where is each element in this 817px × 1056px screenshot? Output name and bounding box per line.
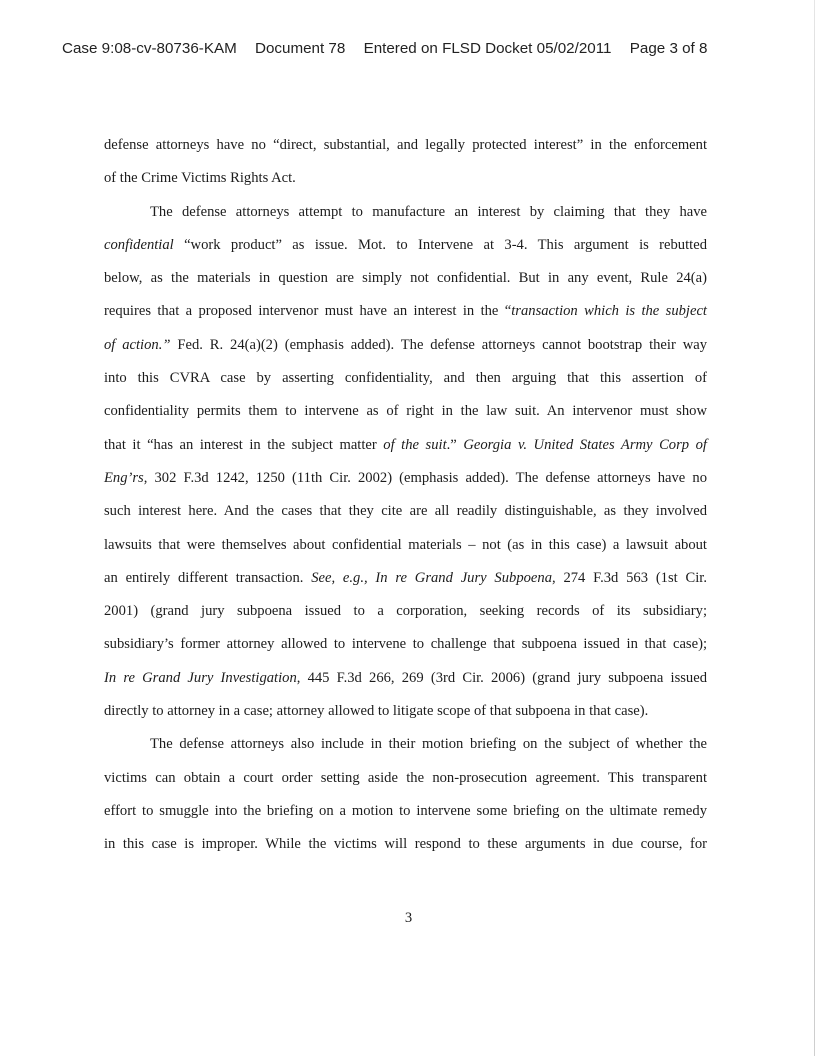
text-line: that it “has an interest in the subject matter of the suit.” Georgia v. United States Army Corp of	[104, 436, 707, 453]
docket-header	[62, 40, 707, 57]
text-line: in this case is improper. While the victims will respond to these arguments in due course, for	[104, 836, 707, 853]
paragraph-start-line: The defense attorneys attempt to manufacture an interest by claiming that they have	[150, 203, 707, 220]
page-number: 3	[404, 910, 413, 926]
text-line: lawsuits that were themselves about confidential materials – not (as in this case) a lawsuit about	[104, 536, 707, 553]
text-line: of the Crime Victims Rights Act.	[104, 170, 296, 187]
document-number: Document 78	[254, 40, 346, 57]
text-line: victims can obtain a court order setting aside the non-prosecution agreement. This transparent	[104, 769, 707, 786]
text-line: of action.” Fed. R. 24(a)(2) (emphasis added). The defense attorneys cannot bootstrap their way	[104, 336, 708, 353]
text-line: requires that a proposed intervenor must have an interest in the “transaction which is the subject	[104, 303, 707, 320]
paragraph-start-line: The defense attorneys also include in their motion briefing on the subject of whether the	[150, 736, 707, 753]
text-line: defense attorneys have no “direct, substantial, and legally protected interest” in the enforcement	[104, 137, 707, 153]
text-line: Eng’rs, 302 F.3d 1242, 1250 (11th Cir. 2002) (emphasis added). The defense attorneys have no	[104, 469, 707, 486]
text-line: effort to smuggle into the briefing on a motion to intervene some briefing on the ultimate remedy	[104, 802, 707, 819]
text-line: into this CVRA case by asserting confidentiality, and then arguing that this assertion of	[104, 370, 707, 387]
text-line: confidential “work product” as issue. Mot. to Intervene at 3-4. This argument is rebutted	[104, 236, 707, 253]
text-line: confidentiality permits them to intervene as of right in the law suit. An intervenor must show	[104, 403, 707, 420]
text-line: such interest here. And the cases that they cite are all readily distinguishable, as they involved	[104, 503, 707, 520]
page-edge-divider	[814, 0, 815, 1056]
page-count: Page 3 of 8	[629, 40, 708, 57]
document-body	[104, 129, 707, 862]
text-line: 2001) (grand jury subpoena issued to a corporation, seeking records of its subsidiary;	[104, 603, 707, 620]
case-number: Case 9:08-cv-80736-KAM	[62, 40, 237, 57]
text-line: an entirely different transaction. See, e.g., In re Grand Jury Subpoena, 274 F.3d 563 (1st Cir.	[104, 569, 707, 586]
text-line: directly to attorney in a case; attorney allowed to litigate scope of that subpoena in that case).	[104, 703, 649, 720]
text-line: In re Grand Jury Investigation, 445 F.3d 266, 269 (3rd Cir. 2006) (grand jury subpoena issued	[104, 669, 707, 686]
text-line: subsidiary’s former attorney allowed to intervene to challenge that subpoena issued in that case);	[104, 636, 707, 653]
text-line: below, as the materials in question are simply not confidential. But in any event, Rule 24(a)	[104, 270, 707, 287]
entered-date: Entered on FLSD Docket 05/02/2011	[363, 40, 612, 57]
